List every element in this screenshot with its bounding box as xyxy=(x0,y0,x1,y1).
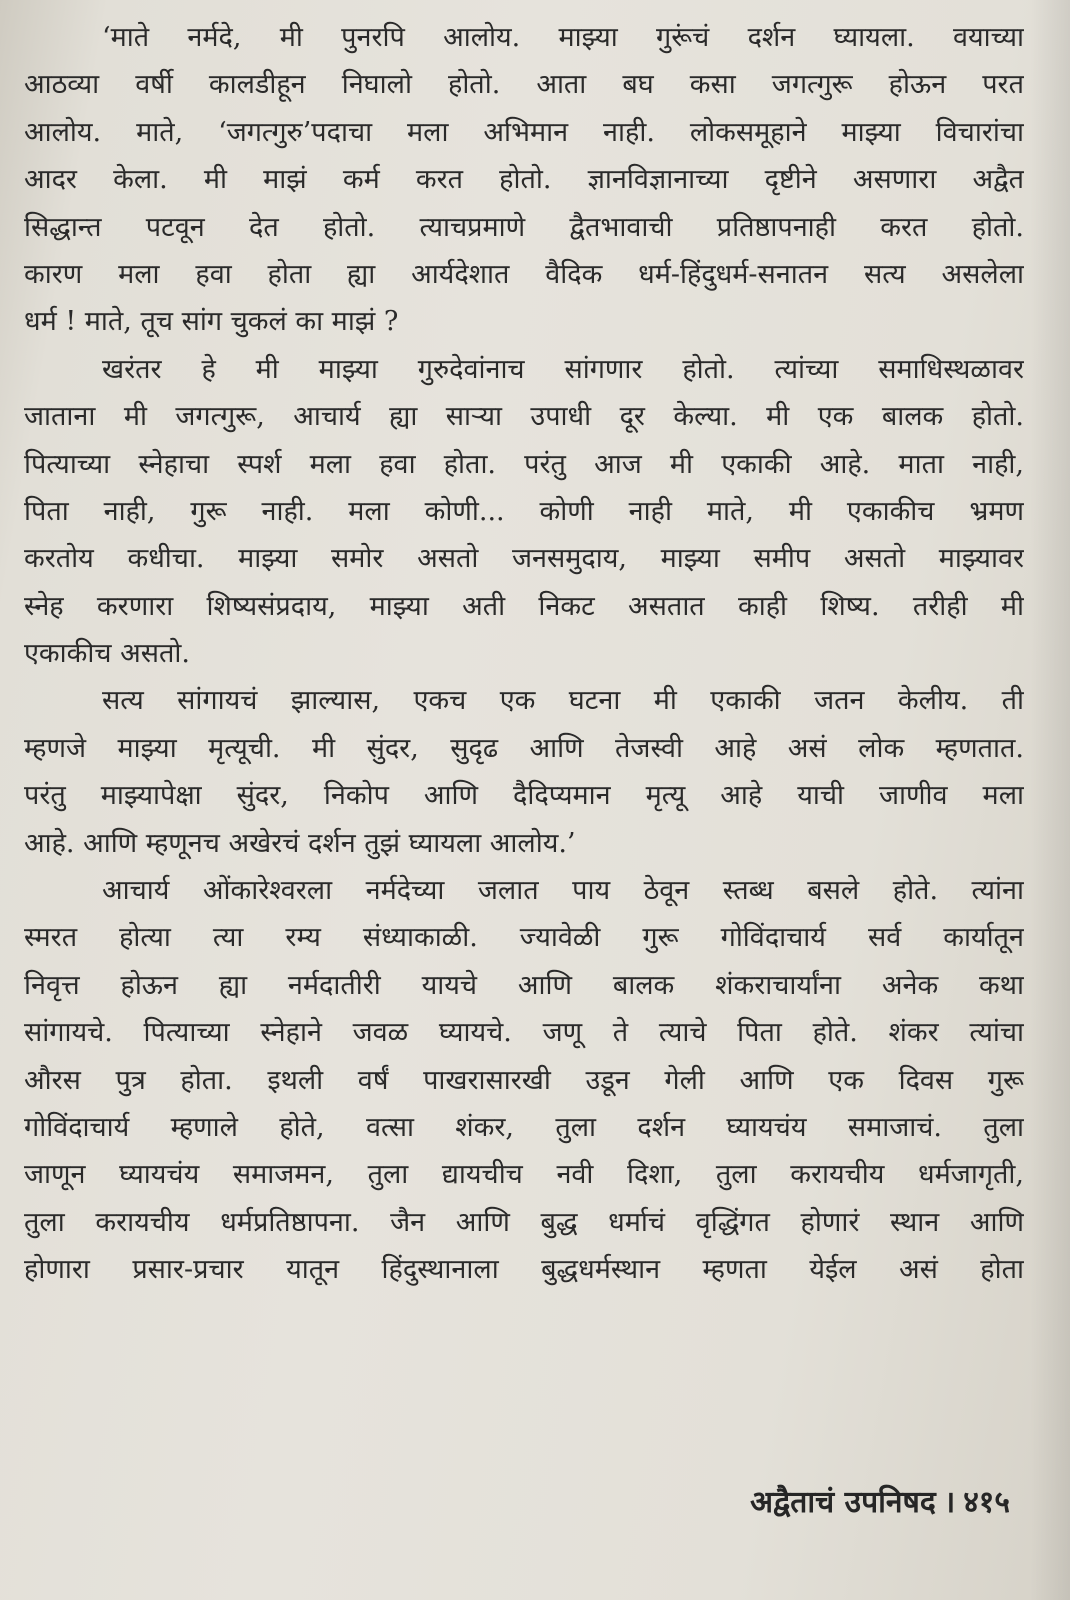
text-line: खरंतर हे मी माझ्या गुरुदेवांनाच सांगणार होतो. त्यांच्या समाधिस्थळावर xyxy=(102,353,1024,385)
text-line: ‘माते नर्मदे, मी पुनरपि आलोय. माझ्या गुरूंचं दर्शन घ्यायला. वयाच्या xyxy=(102,22,1024,53)
text-line: तुला करायचीय धर्मप्रतिष्ठापना. जैन आणि बुद्ध धर्माचं वृद्धिंगत होणारं स्थान आणि xyxy=(24,1206,1024,1238)
text-line: धर्म ! माते, तूच सांग चुकलं का माझं ? xyxy=(24,306,399,338)
text-line: आलोय. माते, ‘जगत्गुरु’पदाचा मला अभिमान नाही. लोकसमूहाने माझ्या विचारांचा xyxy=(24,116,1024,148)
footer-separator: । xyxy=(943,1485,956,1520)
text-line: गोविंदाचार्य म्हणाले होते, वत्सा शंकर, तुला दर्शन घ्यायचंय समाजाचं. तुला xyxy=(24,1111,1024,1143)
text-line: जाणून घ्यायचंय समाजमन, तुला द्यायचीच नवी दिशा, तुला करायचीय धर्मजागृती, xyxy=(24,1159,1024,1191)
text-line: परंतु माझ्यापेक्षा सुंदर, निकोप आणि दैदिप्यमान मृत्यू आहे याची जाणीव मला xyxy=(24,780,1024,812)
text-line: पित्याच्या स्नेहाचा स्पर्श मला हवा होता. परंतु आज मी एकाकी आहे. माता नाही, xyxy=(24,448,1024,480)
text-line: एकाकीच असतो. xyxy=(24,638,190,670)
text-line: सिद्धान्त पटवून देत होतो. त्याचप्रमाणे द्वैतभावाची प्रतिष्ठापनाही करत होतो. xyxy=(24,211,1024,243)
paragraph xyxy=(24,346,1024,678)
paragraph xyxy=(24,677,1024,867)
text-line: पिता नाही, गुरू नाही. मला कोणी... कोणी नाही माते, मी एकाकीच भ्रमण xyxy=(24,495,1024,527)
text-line: म्हणजे माझ्या मृत्यूची. मी सुंदर, सुदृढ आणि तेजस्वी आहे असं लोक म्हणतात. xyxy=(24,732,1024,764)
page-number: ४१५ xyxy=(963,1485,1010,1520)
text-line: आठव्या वर्षी कालडीहून निघालो होतो. आता बघ कसा जगत्गुरू होऊन परत xyxy=(24,69,1024,101)
text-line: होणारा प्रसार-प्रचार यातून हिंदुस्थानाला बुद्धधर्मस्थान म्हणता येईल असं होता xyxy=(24,1254,1024,1286)
text-line: करतोय कधीचा. माझ्या समोर असतो जनसमुदाय, माझ्या समीप असतो माझ्यावर xyxy=(24,543,1024,575)
page-edge-shadow xyxy=(1030,0,1070,1600)
text-line: निवृत्त होऊन ह्या नर्मदातीरी यायचे आणि बालक शंकराचार्यांना अनेक कथा xyxy=(24,969,1024,1001)
text-line: आहे. आणि म्हणूनच अखेरचं दर्शन तुझं घ्यायला आलोय.’ xyxy=(24,827,576,859)
text-line: औरस पुत्र होता. इथली वर्षं पाखरासारखी उडून गेली आणि एक दिवस गुरू xyxy=(24,1064,1024,1096)
text-line: आदर केला. मी माझं कर्म करत होतो. ज्ञानविज्ञानाच्या दृष्टीने असणारा अद्वैत xyxy=(24,164,1024,196)
paragraph xyxy=(24,14,1024,346)
text-line: स्नेह करणारा शिष्यसंप्रदाय, माझ्या अती निकट असतात काही शिष्य. तरीही मी xyxy=(24,590,1024,622)
paragraph xyxy=(24,867,1024,1294)
text-line: सांगायचे. पित्याच्या स्नेहाने जवळ घ्यायचे. जणू ते त्याचे पिता होते. शंकर त्यांचा xyxy=(24,1017,1024,1049)
text-line: आचार्य ओंकारेश्वरला नर्मदेच्या जलात पाय ठेवून स्तब्ध बसले होते. त्यांना xyxy=(102,875,1024,907)
footer-book-title: अद्वैताचं उपनिषद xyxy=(750,1485,936,1520)
running-footer xyxy=(750,1480,1010,1521)
text-line: सत्य सांगायचं झाल्यास, एकच एक घटना मी एकाकी जतन केलीय. ती xyxy=(102,685,1024,717)
text-line: कारण मला हवा होता ह्या आर्यदेशात वैदिक धर्म-हिंदुधर्म-सनातन सत्य असलेला xyxy=(24,258,1024,290)
text-line: जाताना मी जगत्गुरू, आचार्य ह्या साऱ्या उपाधी दूर केल्या. मी एक बालक होतो. xyxy=(24,401,1024,433)
body-text xyxy=(24,14,1024,1294)
text-line: स्मरत होत्या त्या रम्य संध्याकाळी. ज्यावेळी गुरू गोविंदाचार्य सर्व कार्यातून xyxy=(24,922,1024,954)
